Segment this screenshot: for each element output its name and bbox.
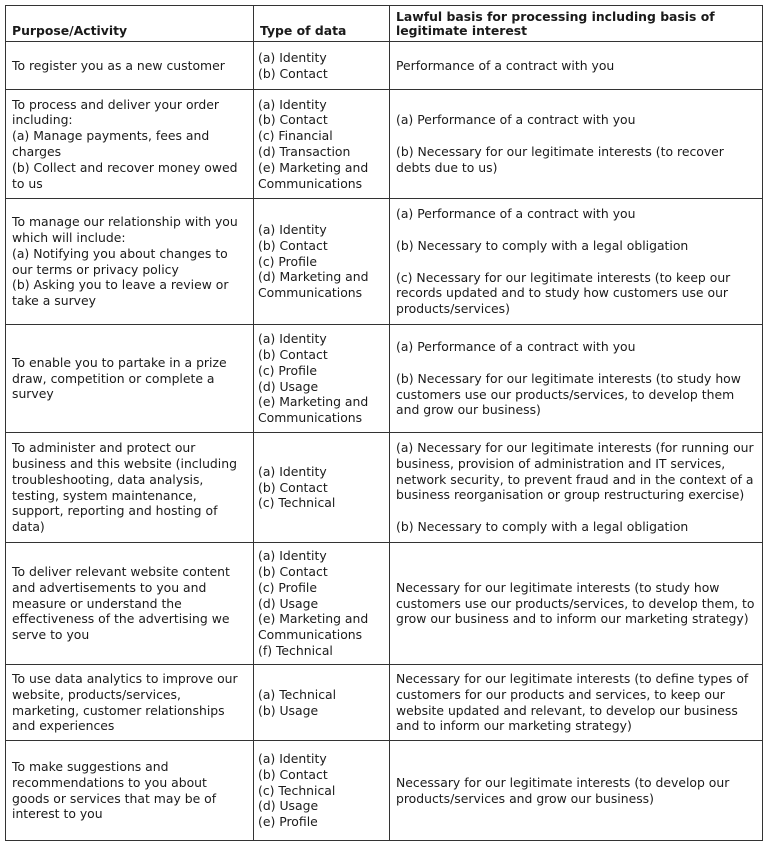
lawful-basis-cell	[390, 325, 763, 433]
purpose-cell	[6, 90, 254, 199]
cell-text: (d) Usage	[258, 378, 319, 394]
cell-text: To register you as a new customer	[12, 57, 225, 73]
cell-text: Necessary for our legitimate interests (to develop our products/services and grow our business)	[396, 774, 730, 806]
table-row	[6, 543, 763, 665]
cell-text: (c) Profile	[258, 253, 317, 269]
cell-text: (b) Contact	[258, 237, 328, 253]
cell-text: (b) Necessary to comply with a legal obligation	[396, 519, 689, 535]
cell-text: (c) Technical	[258, 782, 336, 798]
lawful-basis-table	[5, 5, 763, 841]
cell-text: (e) Profile	[258, 814, 318, 830]
cell-text: Necessary for our legitimate interests (to study how customers use our products/services, to develop them, to grow our business and to inform our marketing strategy)	[396, 579, 755, 627]
purpose-cell	[6, 433, 254, 543]
table-row	[6, 199, 763, 325]
table-row	[6, 433, 763, 543]
cell-text: (a) Necessary for our legitimate interests (for running our business, provision of administration and IT services, network security, to prevent fraud and in the context of a business reorganisation or group restructuring exercise)	[396, 440, 754, 503]
cell-text: (c) Profile	[258, 579, 317, 595]
cell-text: (a) Performance of a contract with you	[396, 338, 636, 354]
cell-text: (c) Technical	[258, 495, 336, 511]
type-of-data-cell	[254, 90, 390, 199]
type-of-data-cell	[254, 433, 390, 543]
cell-text: To process and deliver your order including:	[12, 96, 219, 128]
header-lawful-basis: Lawful basis for processing including basis of legitimate interest	[390, 6, 763, 42]
header-row	[6, 6, 763, 42]
table-row	[6, 665, 763, 741]
type-of-data-cell	[254, 543, 390, 665]
cell-text: (e) Marketing and Communications	[258, 611, 369, 643]
cell-text: (c) Profile	[258, 362, 317, 378]
cell-text: Performance of a contract with you	[396, 57, 615, 73]
cell-text: (b) Usage	[258, 702, 319, 718]
lawful-basis-cell	[390, 42, 763, 90]
cell-text: To make suggestions and recommendations to you about goods or services that may be of interest to you	[12, 758, 217, 822]
cell-text: (a) Performance of a contract with you	[396, 112, 636, 128]
table-row	[6, 42, 763, 90]
cell-text: (c) Necessary for our legitimate interests (to keep our records updated and to study how customers use our products/services)	[396, 269, 731, 317]
purpose-cell	[6, 665, 254, 741]
cell-text: (d) Usage	[258, 798, 319, 814]
cell-text: (b) Contact	[258, 346, 328, 362]
cell-text: To enable you to partake in a prize draw, competition or complete a survey	[12, 354, 227, 402]
cell-text: To deliver relevant website content and advertisements to you and measure or understand the effectiveness of the advertising we serve to you	[12, 564, 230, 643]
lawful-basis-cell	[390, 90, 763, 199]
cell-text: (d) Transaction	[258, 144, 351, 159]
paragraph-gap	[396, 254, 756, 270]
type-of-data-cell	[254, 665, 390, 741]
cell-text: (a) Identity	[258, 49, 327, 65]
type-of-data-cell	[254, 741, 390, 841]
cell-text: (b) Necessary to comply with a legal obligation	[396, 237, 689, 253]
cell-text: (d) Usage	[258, 595, 319, 611]
lawful-basis-cell	[390, 665, 763, 741]
paragraph-gap	[396, 222, 756, 238]
cell-text: (a) Notifying you about changes to our terms or privacy policy	[12, 245, 228, 277]
cell-text: (a) Identity	[258, 96, 327, 112]
cell-text: (b) Contact	[258, 479, 328, 495]
cell-text: (a) Identity	[258, 463, 327, 479]
cell-text: (b) Asking you to leave a review or take a survey	[12, 277, 229, 309]
table-row	[6, 741, 763, 841]
header-purpose: Purpose/Activity	[6, 6, 254, 42]
cell-text: (f) Technical	[258, 642, 333, 658]
cell-text: (b) Necessary for our legitimate interests (to recover debts due to us)	[396, 144, 724, 175]
paragraph-gap	[396, 503, 756, 519]
purpose-cell	[6, 199, 254, 325]
cell-text: (a) Identity	[258, 331, 327, 347]
paragraph-gap	[396, 128, 756, 144]
cell-text: (b) Contact	[258, 766, 328, 782]
cell-text: (b) Contact	[258, 65, 328, 81]
header-type-of-data: Type of data	[254, 6, 390, 42]
cell-text: (b) Necessary for our legitimate interests (to study how customers use our products/services, to develop them and grow our business)	[396, 370, 741, 418]
cell-text: (d) Marketing and Communications	[258, 269, 369, 301]
purpose-cell	[6, 741, 254, 841]
cell-text: (c) Financial	[258, 128, 333, 144]
cell-text: (a) Identity	[258, 548, 327, 564]
lawful-basis-cell	[390, 543, 763, 665]
cell-text: To administer and protect our business and this website (including troubleshooting, data analysis, testing, system maintenance, support, reporting and hosting of data)	[12, 440, 237, 535]
cell-text: To use data analytics to improve our website, products/services, marketing, customer relationships and experiences	[12, 670, 238, 734]
cell-text: (a) Identity	[258, 222, 327, 237]
cell-text: (b) Contact	[258, 564, 328, 579]
cell-text: (a) Manage payments, fees and charges	[12, 128, 210, 159]
cell-text: Necessary for our legitimate interests (to define types of customers for our products and services, to keep our website updated and relevant, to develop our business and to inform our marketing strategy)	[396, 670, 749, 734]
purpose-cell	[6, 543, 254, 665]
table-row	[6, 90, 763, 199]
cell-text: (e) Marketing and Communications	[258, 159, 369, 191]
type-of-data-cell	[254, 42, 390, 90]
purpose-cell	[6, 42, 254, 90]
cell-text: To manage our relationship with you which will include:	[12, 214, 238, 245]
table-row	[6, 325, 763, 433]
cell-text: (a) Technical	[258, 686, 337, 702]
purpose-cell	[6, 325, 254, 433]
lawful-basis-cell	[390, 433, 763, 543]
type-of-data-cell	[254, 325, 390, 433]
cell-text: (b) Contact	[258, 112, 328, 128]
cell-text: (a) Identity	[258, 751, 327, 766]
cell-text: (a) Performance of a contract with you	[396, 206, 636, 221]
cell-text: (b) Collect and recover money owed to us	[12, 159, 238, 191]
lawful-basis-cell	[390, 199, 763, 325]
paragraph-gap	[396, 355, 756, 371]
lawful-basis-cell	[390, 741, 763, 841]
type-of-data-cell	[254, 199, 390, 325]
cell-text: (e) Marketing and Communications	[258, 394, 369, 426]
